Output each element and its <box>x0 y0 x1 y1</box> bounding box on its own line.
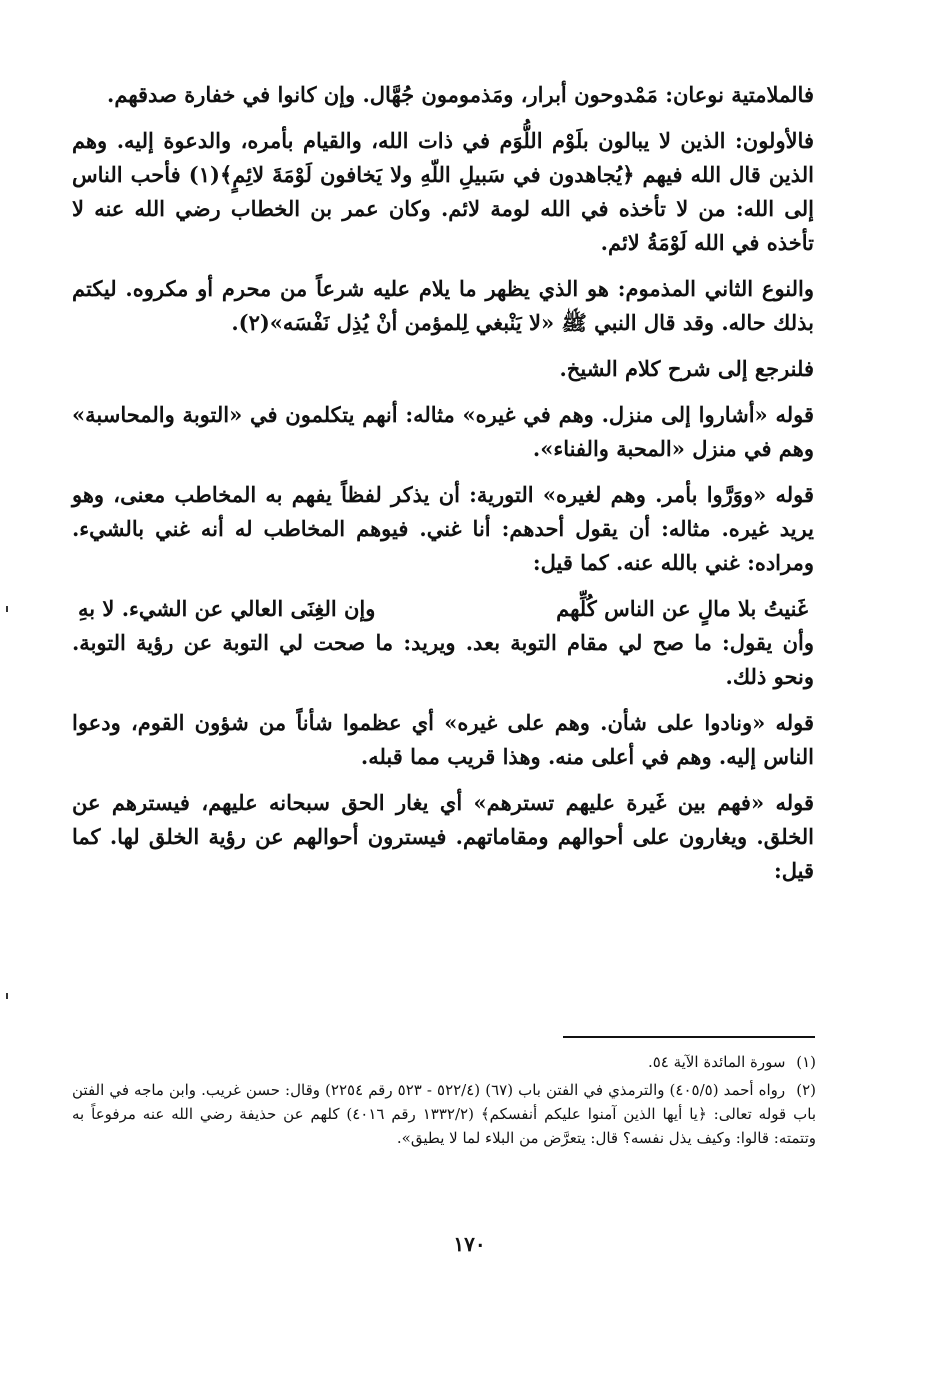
footnote-number: (٢) <box>796 1081 816 1099</box>
footnote-text: رواه أحمد (٤٠٥/٥) والترمذي في الفتن باب (٦٧) (٥٢٢/٤ - ٥٢٣ رقم ٢٢٥٤) وقال: حسن غريب. وابن ماجه في الفتن باب قوله تعالى: ﴿يا أيها الذين آمنوا عليكم أنفسكم﴾ (١٣٣٢/٢ رقم ٤٠١٦) كلهم عن حذيفة رضي الله عنه مرفوعاً به وتتمته: قالوا: وكيف يذل نفسه؟ قال: يتعرَّض من البلاء لما لا يطيق». <box>72 1081 816 1147</box>
paragraph-2: فالأولون: الذين لا يبالون بلَوْم اللُّوَم في ذات الله، والقيام بأمره، والدعوة إليه. وهم الذين قال الله فيهم ﴿يُجاهدون في سَبيلِ اللّهِ ولا يَخافون لَوْمَةَ لائِمٍ﴾(١) فأحب الناس إلى الله: من لا تأخذه في الله لومة لائم. وكان عمر بن الخطاب رضي الله عنه لا تأخذه في الله لَوْمَةُ لائم. <box>72 128 815 256</box>
footnotes <box>72 1050 816 1154</box>
poem-left-hemistich: وإن الغِنَى العالي عن الشيء. لا بهِ <box>78 596 376 622</box>
poem-right-hemistich: غَنيتُ بلا مالٍ عن الناس كُلِّهم <box>556 596 808 622</box>
page-number: ١٧٠ <box>453 1232 486 1256</box>
scan-edge-mark <box>6 993 8 999</box>
paragraph-6: قوله «ووَرَّوا بأمر. وهم لغيره» التورية: أن يذكر لفظاً يفهم به المخاطب معنى، وهو يريد غيره. مثاله: أن يقول أحدهم: أنا غني. فيوهم المخاطب له أنه غني بالشيء. ومراده: غني بالله عنه. كما قيل: <box>72 482 814 576</box>
footnote-2 <box>72 1078 816 1150</box>
footnote-separator <box>563 1036 815 1038</box>
paragraph-8: قوله «فهم بين غَيرة عليهم تسترهم» أي يغار الحق سبحانه عليهم، فيسترهم عن الخلق. ويغارون على أحوالهم ومقاماتهم. فيسترون أحوالهم عن رؤية الخلق لها. كما قيل: <box>72 790 814 884</box>
footnote-1 <box>72 1050 816 1074</box>
paragraph-3: والنوع الثاني المذموم: هو الذي يظهر ما يلام عليه شرعاً من محرم أو مكروه. ليكتم بذلك حاله. وقد قال النبي ﷺ «لا يَنْبغي لِلمؤمن أنْ يُذِل نَفْسَه»(٢). <box>72 276 814 336</box>
poem-verse <box>72 592 814 626</box>
scan-edge-mark <box>6 606 8 612</box>
footnote-text: سورة المائدة الآية ٥٤. <box>647 1053 786 1071</box>
paragraph-4: فلنرجع إلى شرح كلام الشيخ. <box>559 356 814 382</box>
paragraph-after-poem: وأن يقول: ما صح لي مقام التوبة بعد. ويريد: ما صحت لي التوبة عن رؤية التوبة. ونحو ذلك. <box>72 630 814 690</box>
footnote-number: (١) <box>796 1053 816 1071</box>
main-text <box>72 78 814 900</box>
paragraph-5: قوله «أشاروا إلى منزل. وهم في غيره» مثاله: أنهم يتكلمون في «التوبة والمحاسبة» وهم في منزل «المحبة والفناء». <box>72 402 814 462</box>
paragraph-1: فالملامتية نوعان: مَمْدوحون أبرار، ومَذمومون جُهَّال. وإن كانوا في خفارة صدقهم. <box>107 82 814 107</box>
paragraph-7: قوله «ونادوا على شأن. وهم على غيره» أي عظموا شأناً من شؤون القوم، ودعوا الناس إليه. وهم في أعلى منه. وهذا قريب مما قبله. <box>72 710 814 770</box>
